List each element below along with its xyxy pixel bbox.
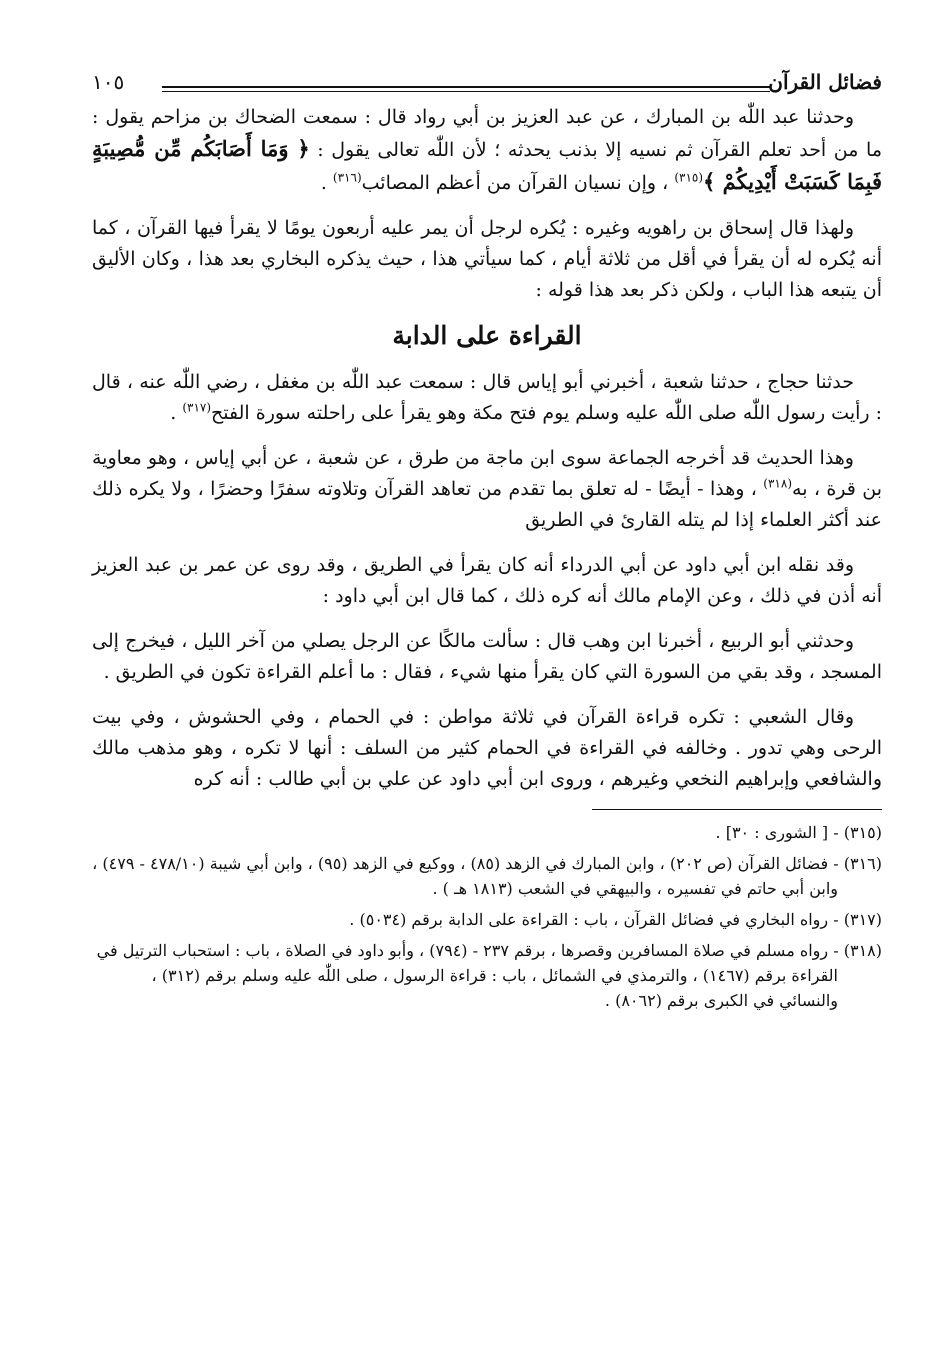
paragraph-6: وحدثني أبو الربيع ، أخبرنا ابن وهب قال : سألت مالكًا عن الرجل يصلي من آخر الليل ، فيخرج إلى المسجد ، وقد بقي من السورة التي كان يقرأ منها شيء ، فقال : ما أعلم القراءة تكون في الطريق . (92, 630, 882, 683)
header-title: فضائل القرآن (768, 70, 882, 94)
paragraph-2: ولهذا قال إسحاق بن راهويه وغيره : يُكره لرجل أن يمر عليه أربعون يومًا لا يقرأ فيها القرآن ، كما أنه يُكره له أن يقرأ في أقل من ثلاثة أيام ، كما سيأتي هذا ، حيث يذكره البخاري بعد هذا ، وكان الأليق أن يتبعه هذا الباب ، ولكن ذكر بعد هذا قوله : (92, 217, 882, 301)
footnote-ref-317: (٣١٧) (182, 400, 212, 415)
book-page (92, 62, 882, 1019)
paragraph-7: وقال الشعبي : تكره قراءة القرآن في ثلاثة مواطن : في الحمام ، وفي الحشوش ، وفي بيت الرحى وهي تدور . وخالفه في القراءة في الحمام كثير من السلف : أنها لا تكره ، وهو مذهب مالك والشافعي وإبراهيم النخعي وغيرهم ، وروى ابن أبي داود عن علي بن أبي طالب : أنه كره (92, 706, 882, 790)
footnote-number: (٣١٥) (843, 823, 882, 842)
paragraph-1-text-a: وحدثنا عبد اللّٰه بن المبارك ، عن عبد العزيز بن أبي رواد قال : سمعت الضحاك بن مزاحم يقول : ما من أحد تعلم القرآن ثم نسيه إلا بذنب يحدثه ؛ لأن اللّٰه تعالى يقول : (92, 106, 882, 161)
footnote-text: - رواه مسلم في صلاة المسافرين وقصرها ، برقم ٢٣٧ - (٧٩٤) ، وأبو داود في الصلاة ، باب : استحباب الترتيل في القراءة برقم (١٤٦٧) ، والترمذي في الشمائل ، باب : قراءة الرسول ، صلى اللّٰه عليه وسلم برقم (٣١٢) ، والنسائي في الكبرى برقم (٨٠٦٢) . (96, 941, 839, 1010)
paragraph-4 (92, 443, 882, 536)
footnote-318 (92, 938, 882, 1013)
footnote-ref-316: (٣١٦) (332, 170, 362, 185)
footnote-316 (92, 851, 882, 901)
main-text (92, 102, 882, 795)
footnote-number: (٣١٧) (843, 910, 882, 929)
section-heading: القراءة على الدابة (392, 321, 582, 350)
paragraph-3-end: . (170, 402, 177, 424)
running-header (92, 62, 882, 102)
footnote-ref-318: (٣١٨) (763, 476, 793, 491)
footnotes (92, 820, 882, 1013)
footnote-text: - [ الشورى : ٣٠] . (715, 823, 839, 842)
paragraph-4-text-b: ، وهذا - أيضًا - له تعلق بما تقدم من تعاهد القرآن وتلاوته سفرًا وحضرًا ، ولا يكره ذلك عند أكثر العلماء إذا لم يتله القارئ في الطريق (92, 478, 882, 531)
quran-verse: ﴿ وَمَا أَصَابَكُم مِّن مُّصِيبَةٍ فَبِمَا كَسَبَتْ أَيْدِيكُمْ ﴾ (92, 136, 882, 194)
footnote-317 (92, 907, 882, 932)
footnote-text: - رواه البخاري في فضائل القرآن ، باب : القراءة على الدابة برقم (٥٠٣٤) . (349, 910, 839, 929)
paragraph-4-text-a: وهذا الحديث قد أخرجه الجماعة سوى ابن ماجة من طرق ، عن شعبة ، عن أبي إياس ، وهو معاوية بن قرة ، به (92, 447, 882, 500)
footnote-315 (92, 820, 882, 845)
paragraph-3-text: حدثنا حجاج ، حدثنا شعبة ، أخبرني أبو إياس قال : سمعت عبد اللّٰه بن مغفل ، رضي اللّٰه عنه ، قال : رأيت رسول اللّٰه صلى اللّٰه عليه وسلم يوم فتح مكة وهو يقرأ على راحلته سورة الفتح (92, 371, 882, 424)
footnote-text: - فضائل القرآن (ص ٢٠٢) ، وابن المبارك في الزهد (٨٥) ، ووكيع في الزهد (٩٥) ، وابن أبي شيبة (٤٧٨/١٠ - ٤٧٩) ، وابن أبي حاتم في تفسيره ، والبيهقي في الشعب (١٨١٣ هـ ) . (92, 854, 839, 898)
paragraph-5: وقد نقله ابن أبي داود عن أبي الدرداء أنه كان يقرأ في الطريق ، وقد روى عن عمر بن عبد العزيز أنه أذن في ذلك ، وعن الإمام مالك أنه كره ذلك ، كما قال ابن أبي داود : (92, 554, 882, 607)
header-rule (162, 86, 770, 92)
footnote-separator (592, 809, 882, 810)
page-number: ١٠٥ (92, 70, 125, 94)
paragraph-3 (92, 367, 882, 429)
paragraph-1-end: . (320, 172, 327, 194)
footnote-ref-315: (٣١٥) (674, 170, 704, 185)
footnote-number: (٣١٦) (843, 854, 882, 873)
paragraph-1 (92, 102, 882, 199)
footnote-number: (٣١٨) (843, 941, 882, 960)
paragraph-1-text-b: ، وإن نسيان القرآن من أعظم المصائب (361, 172, 669, 194)
